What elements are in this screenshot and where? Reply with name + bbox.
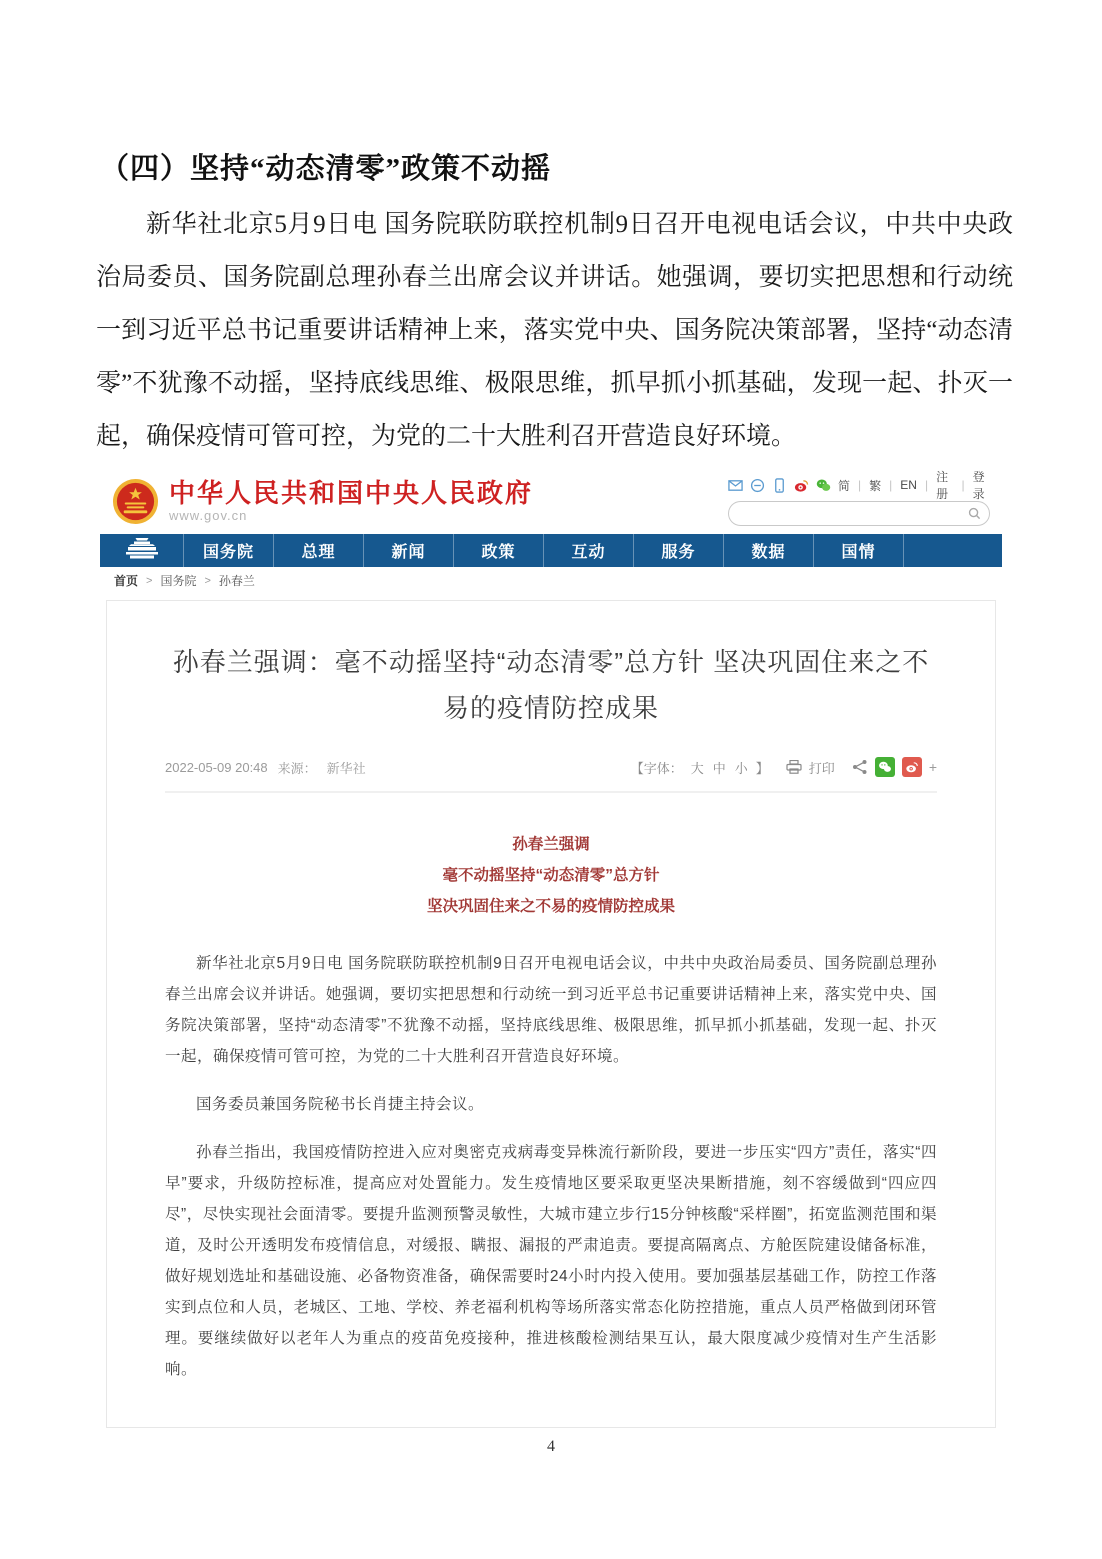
site-header	[100, 468, 1002, 534]
nav-item-interact[interactable]: 互动	[544, 534, 634, 567]
page-number: 4	[547, 1438, 555, 1455]
wechat-icon[interactable]	[816, 478, 831, 493]
article-date: 2022-05-09 20:48	[165, 759, 268, 775]
lead-line: 毫不动摇坚持“动态清零”总方针	[442, 867, 660, 884]
more-share-button[interactable]: +	[928, 759, 937, 775]
article-paragraph: 国务委员兼国务院秘书长肖捷主持会议。	[196, 1096, 485, 1113]
article-lead	[165, 829, 937, 922]
national-emblem-icon	[112, 478, 159, 525]
breadcrumb	[100, 567, 1002, 594]
lead-line: 坚决巩固住来之不易的疫情防控成果	[426, 898, 675, 915]
topbar-separator: |	[858, 478, 862, 492]
nav-item-national[interactable]: 国情	[814, 534, 904, 567]
article-paragraph: 孙春兰指出，我国疫情防控进入应对奥密克戎病毒变异株流行新阶段，要进一步压实“四方”责任，落实“四早”要求，升级防控标准，提高应对处置能力。发生疫情地区要采取更坚决果断措施，刻不容缓做到“四应四尽”，尽快实现社会面清零。要提升监测预警灵敏性，大城市建立步行15分钟核酸“采样圈”，拓宽监测范围和渠道，及时公开透明发布疫情信息，对缓报、瞒报、漏报的严肃追责。要提高隔离点、方舱医院建设储备标准，做好规划选址和基础设施、必备物资准备，确保需要时24小时内投入使用。要加强基层基础工作，防控工作落实到点位和人员，老城区、工地、学校、养老福利机构等场所落实常态化防控措施，重点人员严格做到闭环管理。要继续做好以老年人为重点的疫苗免疫接种，推进核酸检测结果互认，最大限度减少疫情对生产生活影响。	[165, 1144, 937, 1378]
main-nav	[100, 534, 1002, 567]
breadcrumb-current: 孙春兰	[218, 574, 255, 588]
section-paragraph: 新华社北京5月9日电 国务院联防联控机制9日召开电视电话会议，中共中央政治局委员、国务院副总理孙春兰出席会议并讲话。她强调，要切实把思想和行动统一到习近平总书记重要讲话精神上来，落实党中央、国务院决策部署，坚持“动态清零”不犹豫不动摇，坚持底线思维、极限思维，抓早抓小抓基础，发现一起、扑灭一起，确保疫情可管可控，为党的二十大胜利召开营造良好环境。	[96, 211, 1013, 450]
topbar-separator: |	[924, 478, 929, 492]
font-label-close: 】	[755, 760, 769, 776]
mail-icon[interactable]	[728, 478, 743, 493]
search-input[interactable]	[737, 504, 968, 524]
register-link[interactable]: 注册	[936, 470, 949, 501]
breadcrumb-state-council[interactable]: 国务院	[160, 574, 197, 588]
wechat-share-icon[interactable]	[875, 757, 895, 777]
print-icon[interactable]	[786, 760, 802, 774]
article-paragraph: 新华社北京5月9日电 国务院联防联控机制9日召开电视电话会议，中共中央政治局委员、国务院副总理孙春兰出席会议并讲话。她强调，要切实把思想和行动统一到习近平总书记重要讲话精神上来，落实党中央、国务院决策部署，坚持“动态清零”不犹豫不动摇，坚持底线思维、极限思维，抓早抓小抓基础，发现一起、扑灭一起，确保疫情可管可控，为党的二十大胜利召开营造良好环境。	[165, 955, 937, 1065]
nav-item-premier[interactable]: 总理	[274, 534, 364, 567]
login-link[interactable]: 登录	[972, 470, 985, 501]
article-source[interactable]: 新华社	[326, 760, 366, 776]
lang-simplified[interactable]: 简	[838, 478, 851, 493]
search-icon[interactable]	[968, 507, 981, 520]
logo-text	[169, 479, 533, 523]
font-size-medium-button[interactable]: 中	[712, 760, 726, 776]
lead-line: 孙春兰强调	[512, 836, 590, 853]
nav-item-data[interactable]: 数据	[724, 534, 814, 567]
nav-item-state-council[interactable]: 国务院	[184, 534, 274, 567]
breadcrumb-home[interactable]: 首页	[114, 574, 139, 588]
breadcrumb-separator: >	[146, 574, 153, 587]
site-name: 中华人民共和国中央人民政府	[169, 478, 534, 508]
topbar-links	[728, 470, 990, 501]
home-icon	[122, 536, 162, 565]
nav-item-policy[interactable]: 政策	[454, 534, 544, 567]
search-box[interactable]	[728, 501, 990, 526]
article-card	[106, 600, 996, 1428]
message-icon[interactable]	[750, 478, 765, 493]
font-size-large-button[interactable]: 大	[690, 760, 704, 776]
lang-traditional[interactable]: 繁	[869, 478, 882, 493]
header-right	[728, 470, 990, 526]
breadcrumb-separator: >	[204, 574, 211, 587]
lang-english[interactable]: EN	[900, 478, 917, 492]
font-label-open: 【字体：	[630, 760, 683, 776]
weibo-share-icon[interactable]	[902, 757, 922, 777]
topbar-separator: |	[889, 478, 893, 492]
meta-left	[165, 758, 366, 777]
site-url: www.gov.cn	[169, 508, 248, 523]
print-button[interactable]: 打印	[808, 760, 835, 776]
article-source-label: 来源：	[277, 760, 317, 776]
article-title: 孙春兰强调：毫不动摇坚持“动态清零”总方针 坚决巩固住来之不易的疫情防控成果	[172, 647, 930, 723]
mobile-icon[interactable]	[772, 478, 787, 493]
meta-right	[631, 757, 937, 777]
topbar-separator: |	[961, 478, 965, 492]
embedded-gov-screenshot	[100, 468, 1002, 1428]
meta-divider	[165, 791, 937, 793]
nav-home[interactable]	[100, 534, 184, 567]
share-icon[interactable]	[852, 759, 868, 775]
weibo-icon[interactable]	[794, 478, 809, 493]
nav-item-news[interactable]: 新闻	[364, 534, 454, 567]
font-size-small-button[interactable]: 小	[734, 760, 748, 776]
nav-item-services[interactable]: 服务	[634, 534, 724, 567]
gov-logo[interactable]	[100, 478, 533, 525]
section-heading: （四）坚持“动态清零”政策不动摇	[100, 153, 552, 185]
article-meta	[165, 757, 937, 777]
